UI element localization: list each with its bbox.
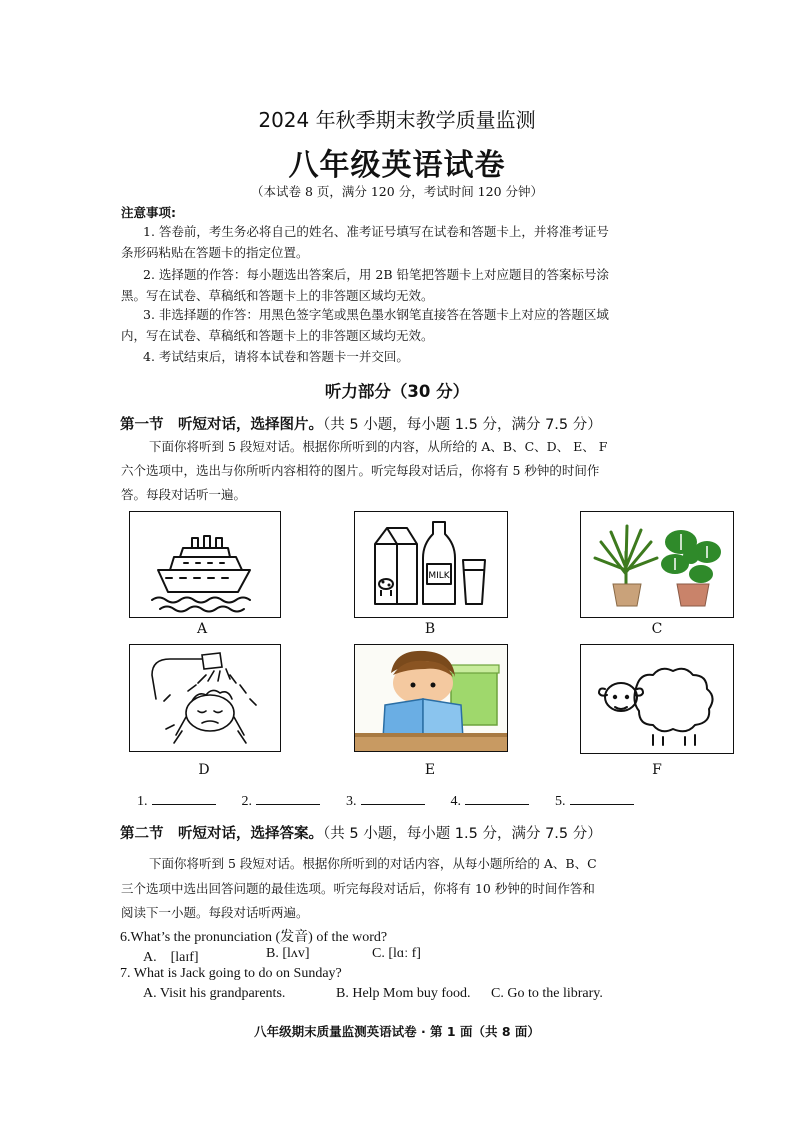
- picture-c: [580, 511, 734, 618]
- section1-title: 第一节 听短对话，选择图片。: [120, 417, 323, 433]
- blank-3-number: 3.: [346, 794, 357, 809]
- notes-item-4-text: 4. 考试结束后，请将本试卷和答题卡一并交回。: [143, 349, 409, 364]
- notes-item-2: [121, 264, 673, 285]
- blank-5-number: 5.: [555, 794, 566, 809]
- notes-item-1-line1: 1. 答卷前，考生务必将自己的姓名、准考证号填写在试卷和答题卡上，并将准考证号: [143, 224, 609, 239]
- blank-1-number: 1.: [137, 794, 148, 809]
- picture-f: [580, 644, 734, 754]
- plants-icon: [581, 512, 733, 617]
- section2-instr-3: 阅读下一小题。每段对话听两遍。: [121, 905, 309, 920]
- question-6-option-b[interactable]: B. [lʌv]: [266, 946, 310, 961]
- blank-1[interactable]: [152, 792, 216, 805]
- section2-instr-1-text: 下面你将听到 5 段短对话。根据你所听到的对话内容，从每小题所给的 A、B、C: [149, 856, 597, 871]
- notes-item-1: [121, 221, 673, 242]
- notes-item-1-line2: 条形码粘贴在答题卡的指定位置。: [121, 245, 309, 260]
- section1-instr-2: 六个选项中，选出与你所听内容相符的图片。听完每段对话后，你将有 5 秒钟的时间作: [121, 463, 600, 478]
- question-7-option-a[interactable]: A. Visit his grandparents.: [143, 986, 286, 1001]
- blank-5[interactable]: [570, 792, 634, 805]
- blank-2-number: 2.: [241, 794, 252, 809]
- question-6: 6.What’s the pronunciation (发音) of the word?: [120, 930, 388, 945]
- picture-b-label: B: [424, 621, 436, 637]
- section2-heading: [120, 822, 602, 843]
- section1-heading: [120, 413, 602, 434]
- section1-instr-1: [121, 436, 673, 457]
- section2-instr-2: 三个选项中选出回答问题的最佳选项。听完每段对话后，你将有 10 秒钟的时间作答和: [121, 881, 595, 896]
- section2-instr-1: [121, 853, 673, 874]
- exam-info: （本试卷 8 页，满分 120 分，考试时间 120 分钟）: [250, 184, 543, 199]
- blank-4[interactable]: [465, 792, 529, 805]
- ship-icon: [130, 512, 280, 617]
- notes-item-3-line2: 内，写在试卷、草稿纸和答题卡上的非答题区域均无效。: [121, 328, 434, 343]
- notes-item-3-line1: 3. 非选择题的作答：用黑色签字笔或黑色墨水钢笔直接答在答题卡上对应的答题区域: [143, 307, 609, 322]
- milk-icon: [355, 512, 507, 617]
- answer-blanks: [137, 792, 660, 810]
- notes-item-4: [121, 346, 673, 367]
- picture-b: [354, 511, 508, 618]
- question-7: 7. What is Jack going to do on Sunday?: [120, 966, 342, 981]
- picture-d-label: D: [198, 762, 210, 778]
- blank-3[interactable]: [361, 792, 425, 805]
- picture-f-label: F: [652, 762, 662, 778]
- blank-2[interactable]: [256, 792, 320, 805]
- picture-e: [354, 644, 508, 752]
- picture-c-label: C: [651, 621, 663, 637]
- section1-instr-1-text: 下面你将听到 5 段短对话。根据你所听到的内容，从所给的 A、B、C、D、 E、 F: [149, 439, 608, 454]
- blank-4-number: 4.: [450, 794, 461, 809]
- shower-boy-icon: [130, 645, 280, 751]
- picture-a: [129, 511, 281, 618]
- exam-title: 2024 年秋季期末教学质量监测: [258, 108, 536, 132]
- picture-e-label: E: [424, 762, 436, 778]
- section1-instr-3: 答。每段对话听一遍。: [121, 487, 247, 502]
- picture-d: [129, 644, 281, 752]
- section1-info: （共 5 小题，每小题 1.5 分，满分 7.5 分）: [323, 417, 602, 433]
- question-6-option-a[interactable]: A. [laɪf]: [143, 950, 199, 965]
- notes-heading: 注意事项:: [121, 205, 176, 220]
- listening-heading: 听力部分（30 分）: [324, 382, 470, 401]
- sheep-icon: [581, 645, 733, 753]
- page-footer: 八年级期末质量监测英语试卷 · 第 1 面（共 8 面）: [254, 1024, 540, 1039]
- question-7-option-c[interactable]: C. Go to the library.: [491, 986, 603, 1001]
- notes-item-2-line2: 黑。写在试卷、草稿纸和答题卡上的非答题区域均无效。: [121, 288, 434, 303]
- question-7-option-b[interactable]: B. Help Mom buy food.: [336, 986, 471, 1001]
- milk-label: MILK: [428, 571, 450, 581]
- notes-item-3: [121, 304, 673, 325]
- picture-a-label: A: [196, 621, 208, 637]
- exam-subject-title: 八年级英语试卷: [288, 148, 506, 183]
- section2-title: 第二节 听短对话，选择答案。: [120, 826, 323, 842]
- reading-boy-icon: [355, 645, 507, 751]
- question-6-option-c[interactable]: C. [lɑː f]: [372, 946, 421, 961]
- section2-info: （共 5 小题，每小题 1.5 分，满分 7.5 分）: [323, 826, 602, 842]
- notes-item-2-line1: 2. 选择题的作答：每小题选出答案后，用 2B 铅笔把答题卡上对应题目的答案标号涂: [143, 267, 609, 282]
